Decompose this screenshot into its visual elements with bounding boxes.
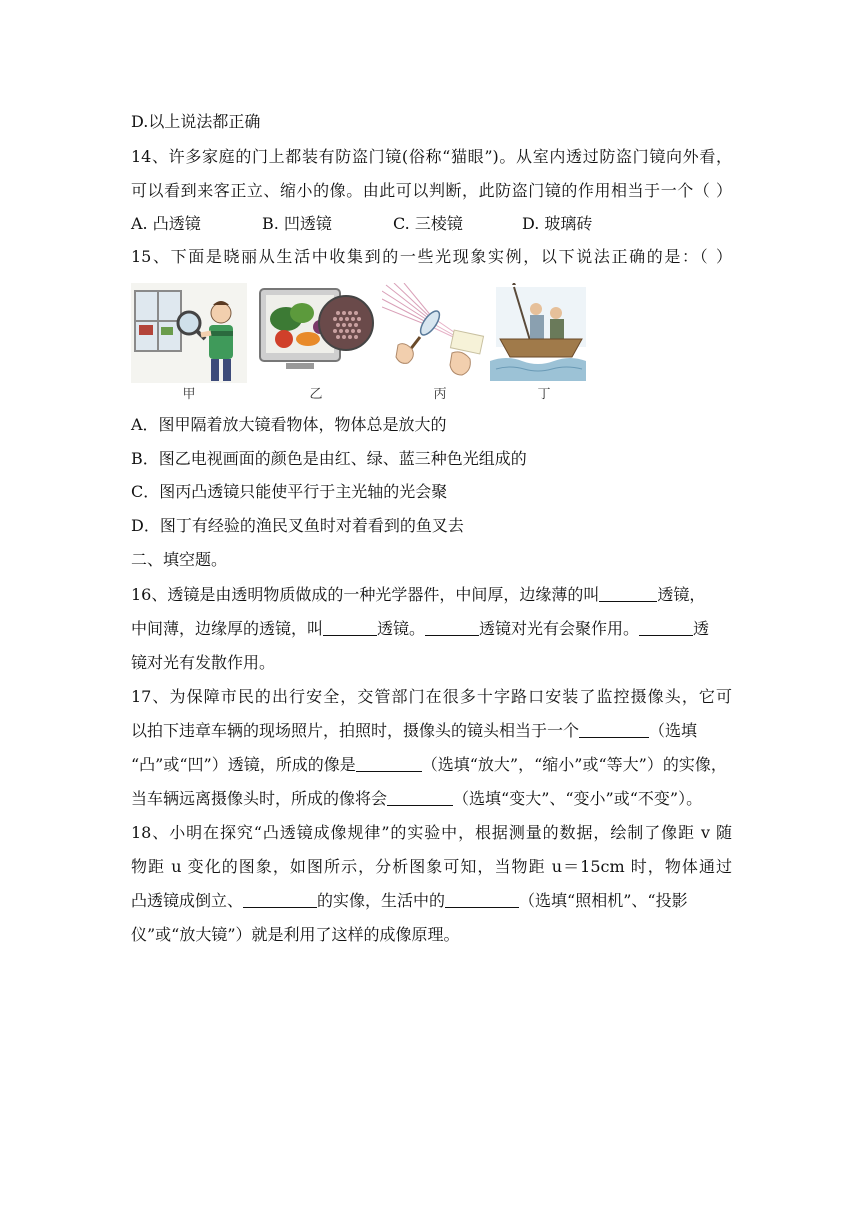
q17-text: 当车辆远离摄像头时，所成的像将会: [131, 789, 388, 808]
q17-text: “凸”或“凹”）透镜，所成的像是: [131, 755, 356, 774]
q15-option-a: A．图甲隔着放大镜看物体，物体总是放大的: [131, 415, 447, 434]
figure-label-ding: 丁: [537, 387, 551, 402]
q15-option-d: D．图丁有经验的渔民叉鱼时对着看到的鱼叉去: [131, 516, 464, 535]
answer-blank[interactable]: [323, 618, 377, 636]
q17-text: （选填: [649, 721, 698, 740]
figure-label-bing: 丙: [433, 387, 447, 402]
q17-line1: 17、为保障市民的出行安全，交管部门在很多十字路口安装了监控摄像头，它可: [131, 687, 732, 706]
q17-line2: [131, 720, 732, 742]
q18-text: 的实像，生活中的: [317, 891, 446, 910]
q16-text: 中间薄，边缘厚的透镜，叫: [131, 619, 324, 638]
convex-lens-light-focus-illustration-icon: [382, 283, 498, 383]
figure-label-jia: 甲: [182, 387, 196, 402]
answer-blank[interactable]: [356, 754, 422, 772]
q16-line2: [131, 618, 732, 640]
q17-line4: [131, 788, 732, 810]
q18-line4: 仪”或“放大镜”）就是利用了这样的成像原理。: [131, 925, 460, 944]
answer-blank[interactable]: [445, 890, 519, 908]
q15-option-b: B．图乙电视画面的颜色是由红、绿、蓝三种色光组成的: [131, 449, 527, 468]
answer-blank[interactable]: [599, 584, 657, 602]
q14-stem-line1: 14、许多家庭的门上都装有防盗门镜(俗称“猫眼”)。从室内透过防盗门镜向外看，: [131, 147, 732, 166]
fisherman-boat-illustration-icon: [486, 283, 602, 383]
section-title: 二、填空题。: [131, 550, 228, 569]
q16-text: 透镜。: [377, 619, 426, 638]
q14-option-b: B. 凹透镜: [262, 214, 332, 233]
q16-text: 透镜对光有会聚作用。: [479, 619, 640, 638]
q18-text: 凸透镜成倒立、: [131, 891, 244, 910]
q18-line3: [131, 890, 732, 912]
q14-option-a: A. 凸透镜: [131, 214, 201, 233]
answer-blank[interactable]: [387, 788, 453, 806]
q18-line2: 物距 u 变化的图象，如图所示，分析图象可知，当物距 u＝15cm 时，物体通过: [131, 857, 732, 876]
q14-option-d: D. 玻璃砖: [522, 214, 593, 233]
answer-blank[interactable]: [639, 618, 693, 636]
q18-line1: 18、小明在探究“凸透镜成像规律”的实验中，根据测量的数据，绘制了像距 v 随: [131, 823, 732, 842]
magnifier-boy-illustration-icon: [131, 283, 247, 383]
q16-line3: 镜对光有发散作用。: [131, 653, 276, 672]
q16-text: 透: [693, 619, 710, 638]
q17-text: （选填“变大”、“变小”或“不变”）。: [453, 789, 703, 808]
q15-option-c: C．图丙凸透镜只能使平行于主光轴的光会聚: [131, 482, 448, 501]
q17-line3: [131, 754, 732, 776]
q13-option-d: D.以上说法都正确: [131, 112, 261, 131]
q17-text: （选填“放大”，“缩小”或“等大”）的实像，: [421, 755, 727, 774]
answer-blank[interactable]: [579, 720, 649, 738]
q16-text: 16、透镜是由透明物质做成的一种光学器件，中间厚，边缘薄的叫: [131, 585, 600, 604]
answer-blank[interactable]: [425, 618, 479, 636]
q17-text: 以拍下违章车辆的现场照片，拍照时，摄像头的镜头相当于一个: [131, 721, 580, 740]
q15-stem: 15、下面是晓丽从生活中收集到的一些光现象实例，以下说法正确的是：（ ）: [131, 247, 732, 266]
figure-label-yi: 乙: [309, 387, 323, 402]
q14-stem-line2: 可以看到来客正立、缩小的像。由此可以判断，此防盗门镜的作用相当于一个（ ）: [131, 181, 732, 200]
answer-blank[interactable]: [243, 890, 317, 908]
q14-option-c: C. 三棱镜: [393, 214, 463, 233]
q16-text: 透镜，: [657, 585, 706, 604]
tv-screen-vegetables-illustration-icon: [258, 283, 374, 383]
q16-line1: [131, 584, 732, 606]
q18-text: （选填“照相机”、“投影: [519, 891, 688, 910]
